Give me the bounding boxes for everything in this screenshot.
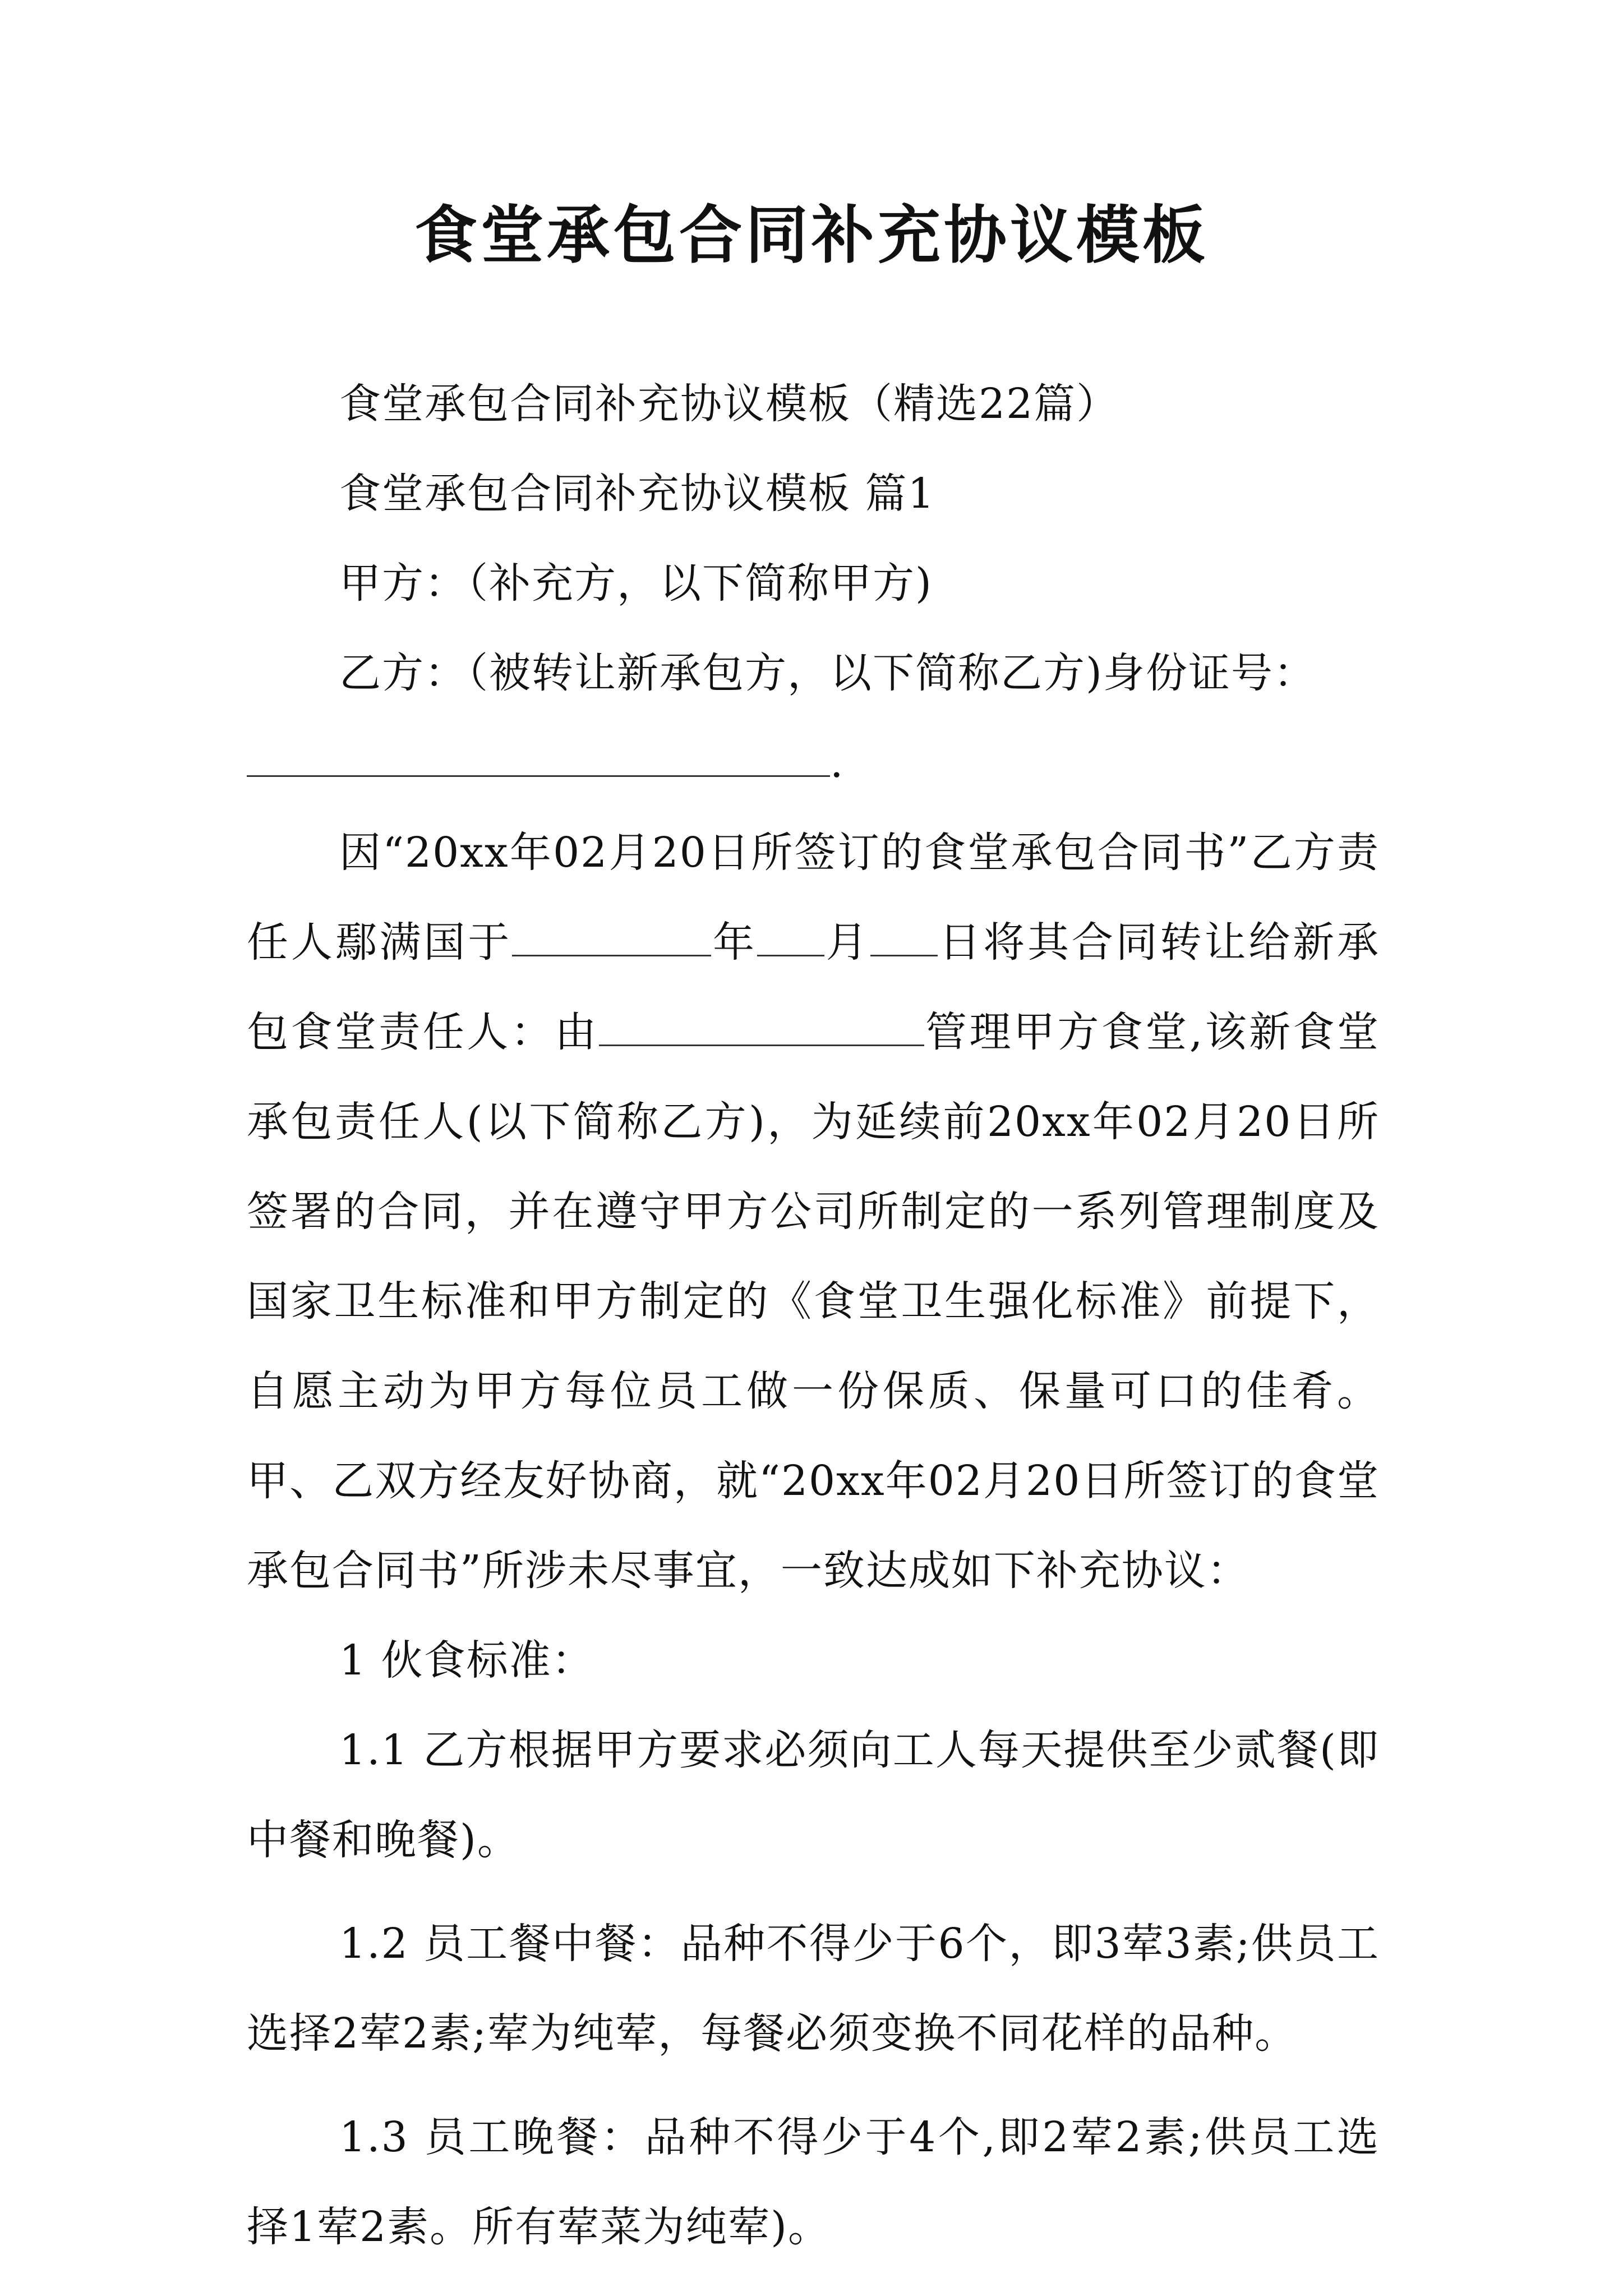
id-line-end: . (830, 739, 845, 787)
clause-1-2: 1.2 员工餐中餐：品种不得少于6个，即3荤3素;供员工选择2荤2素;荤为纯荤，每餐必须变换不同花样的品种。 (247, 1920, 1380, 2058)
preamble-start: 因“20xx年02月20日所签订的食堂承包合同书”乙方责任人鄢满国于 (247, 829, 1380, 967)
document-subtitle: 食堂承包合同补充协议模板（精选22篇） (339, 380, 1119, 428)
clause-1-1: 1.1 乙方根据甲方要求必须向工人每天提供至少贰餐(即中餐和晚餐)。 (247, 1726, 1380, 1864)
new-manager-blank (599, 1011, 924, 1046)
month-blank (757, 921, 824, 956)
day-blank (870, 921, 938, 956)
clause-1-3: 1.3 员工晚餐：品种不得少于4个,即2荤2素;供员工选择1荤2素。所有荤菜为纯荤)。 (247, 2113, 1380, 2251)
month-label: 月 (824, 918, 870, 967)
party-a-line: 甲方：（补充方，以下简称甲方) (339, 559, 933, 608)
section-1-heading: 1 伙食标准： (339, 1636, 594, 1685)
chapter-heading: 食堂承包合同补充协议模板 篇1 (339, 470, 935, 518)
agreement-body (247, 808, 1380, 2272)
id-number-blank-line (247, 718, 1380, 808)
day-and-transfer-text: 日将其合同转让给新承包食堂责任人：由 (247, 918, 1380, 1056)
preamble-rest: 管理甲方食堂,该新食堂承包责任人(以下简称乙方)，为延续前20xx年02月20日所签署的合同，并在遵守甲方公司所制定的一系列管理制度及国家卫生标准和甲方制定的《食堂卫生强化标准》前提下，自愿主动为甲方每位员工做一份保质、保量可口的佳肴。甲、乙双方经友好协商，就“20xx年02月20日所签订的食堂承包合同书”所涉未尽事宜，一致达成如下补充协议： (247, 1008, 1380, 1595)
year-label: 年 (711, 918, 757, 967)
id-number-blank (247, 742, 830, 777)
party-b-line: 乙方：（被转让新承包方，以下简称乙方)身份证号： (339, 649, 1316, 697)
intro-block (247, 359, 1380, 808)
preamble-paragraph (247, 808, 1380, 1616)
document-title: 食堂承包合同补充协议模板 (414, 199, 1209, 272)
year-blank (512, 921, 711, 956)
